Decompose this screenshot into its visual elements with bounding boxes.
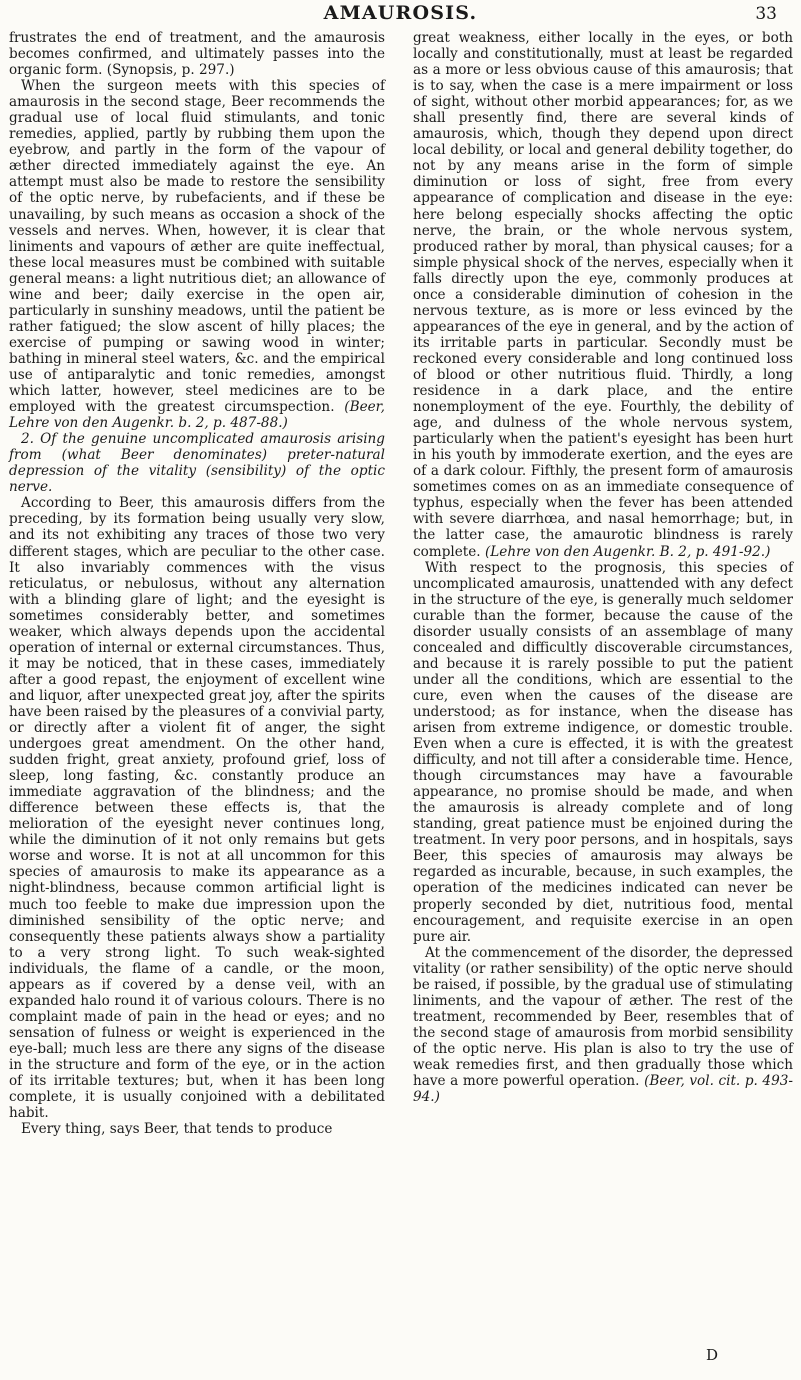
paragraph — [9, 78, 385, 431]
paragraph — [413, 30, 793, 560]
section-heading — [9, 431, 385, 495]
page-header — [0, 0, 801, 34]
paragraph — [413, 560, 793, 945]
section-heading-text: 2. Of the genuine uncomplicated amaurosis arising from (what Beer denominates) preter-natural depression of the vitality (sensibility) of the optic nerve. — [9, 431, 385, 496]
page-number: 33 — [755, 4, 777, 24]
citation: (Beer, Lehre von den Augenkr. b. 2, p. 487-88.) — [9, 399, 385, 432]
right-column — [413, 30, 793, 1105]
paragraph-text: When the surgeon meets with this species of amaurosis in the second stage, Beer recommends the gradual use of local fluid stimulants, and tonic remedies, applied, partly by rubbing them upon the eyebrow, and partly in the form of the vapour of æther directed immediately against the eye. An attempt must also be made to restore the sensibility of the optic nerve, by rubefacients, and if these be unavailing, by such means as occasion a shock of the vessels and nerves. When, however, it is clear that liniments and vapours of æther are quite ineffectual, these local measures must be combined with suitable general means: a light nutritious diet; an allowance of wine and beer; daily exercise in the open air, particularly in sunshiny meadows, until the patient be rather fatigued; the slow ascent of hilly places; the exercise of pumping or sawing wood in winter; bathing in mineral steel waters, &c. and the empirical use of antiparalytic and tonic remedies, amongst which latter, however, steel medicines are to be employed with the greatest circumspection. — [9, 78, 385, 416]
left-column — [9, 30, 385, 1137]
paragraph — [413, 945, 793, 1105]
citation: (Lehre von den Augenkr. B. 2, p. 491-92.) — [484, 543, 771, 560]
citation: (Beer, vol. cit. p. 493-94.) — [413, 1073, 793, 1106]
paragraph — [9, 1121, 385, 1137]
paragraph-text: Every thing, says Beer, that tends to produce — [21, 1121, 333, 1138]
paragraph-text: frustrates the end of treatment, and the amaurosis becomes confirmed, and ultimately passes into the organic form. (Synopsis, p. 297.) — [9, 30, 385, 79]
paragraph-text: great weakness, either locally in the eyes, or both locally and constitutionally, must at least be regarded as a more or less obvious cause of this amaurosis; that is to say, when the case is a mere impairment or loss of sight, without other morbid appearances; for, as we shall presently find, there are several kinds of amaurosis, which, though they depend upon direct local debility, or local and general debility together, do not by any means arise in the form of simple diminution or loss of sight, free from every appearance of complication and disease in the eye: here belong especially shocks affecting the optic nerve, the brain, or the whole nervous system, produced rather by moral, than physical causes; for a simple physical shock of the nerves, especially when it falls directly upon the eye, commonly produces at once a considerable diminution of cohesion in the nervous texture, as is more or less evinced by the appearances of the eye in general, and by the action of its irritable parts in particular. Secondly must be reckoned every considerable and long continued loss of blood or other nutritious fluid. Thirdly, a long residence in a dark place, and the entire nonemployment of the eye. Fourthly, the debility of age, and dulness of the whole nervous system, particularly when the patient's eyesight has been hurt in his youth by immoderate exertion, and the eyes are of a dark colour. Fifthly, the present form of amaurosis sometimes comes on as an immediate consequence of typhus, especially when the fever has been attended with severe diarrhœa, and nasal hemorrhage; but, in the latter case, the amaurotic blindness is rarely complete. — [413, 30, 793, 560]
paragraph — [9, 30, 385, 78]
paragraph-text: According to Beer, this amaurosis differs from the preceding, by its formation being usually very slow, and its not exhibiting any traces of those two very different stages, which are peculiar to the other case. It also invariably commences with the visus reticulatus, or nebulosus, without any alternation with a blinding glare of light; and the eyesight is sometimes considerably better, and sometimes weaker, which always depends upon the accidental operation of internal or external circumstances. Thus, it may be noticed, that in these cases, immediately after a good repast, the enjoyment of excellent wine and liquor, after unexpected great joy, after the spirits have been raised by the pleasures of a convivial party, or directly after a violent fit of anger, the sight undergoes great amendment. On the other hand, sudden fright, great anxiety, profound grief, loss of sleep, long fasting, &c. constantly produce an immediate aggravation of the blindness; and the difference between these effects is, that the melioration of the eyesight never continues long, while the diminution of it not only remains but gets worse and worse. It is not at all uncommon for this species of amaurosis to make its appearance as a night-blindness, because common artificial light is much too feeble to make due impression upon the diminished sensibility of the optic nerve; and consequently these patients always show a partiality to a very strong light. To such weak-sighted individuals, the flame of a candle, or the moon, appears as if covered by a dense veil, with an expanded halo round it of various colours. There is no complaint made of pain in the head or eyes; and no sensation of fulness or weight is experienced in the eye-ball; much less are there any signs of the disease in the structure and form of the eye, or in the action of its irritable textures; but, when it has been long complete, it is usually conjoined with a debilitated habit. — [9, 495, 385, 1122]
paragraph-text: At the commencement of the disorder, the depressed vitality (or rather sensibility) of the optic nerve should be raised, if possible, by the gradual use of stimulating liniments, and the vapour of æther. The rest of the treatment, recommended by Beer, resembles that of the second stage of amaurosis from morbid sensibility of the optic nerve. His plan is also to try the use of weak remedies first, and then gradually those which have a more powerful operation. — [413, 944, 793, 1090]
paragraph — [9, 495, 385, 1121]
running-title: AMAUROSIS. — [323, 2, 478, 24]
signature-mark: D — [706, 1346, 719, 1364]
paragraph-text: With respect to the prognosis, this species of uncomplicated amaurosis, unattended with any defect in the structure of the eye, is generally much seldomer curable than the former, because the cause of the disorder usually consists of an assemblage of many concealed and difficultly discoverable circumstances, and because it is rarely possible to put the patient under all the conditions, which are essential to the cure, even when the causes of the disease are understood; as for instance, when the disease has arisen from extreme indigence, or domestic trouble. Even when a cure is effected, it is with the greatest difficulty, and not till after a considerable time. Hence, though circumstances may have a favourable appearance, no promise should be made, and when the amaurosis is already complete and of long standing, great patience must be enjoined during the treatment. In very poor persons, and in hospitals, says Beer, this species of amaurosis may always be regarded as incurable, because, in such examples, the operation of the medicines indicated can never be properly seconded by diet, nutritious food, mental encouragement, and requisite exercise in an open pure air. — [413, 559, 793, 945]
